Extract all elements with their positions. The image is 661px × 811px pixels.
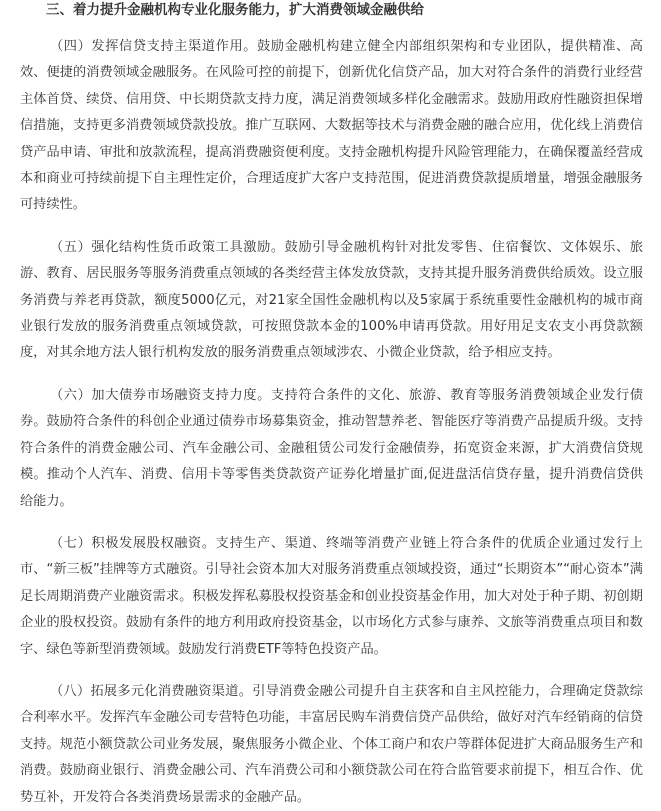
paragraph-monetary-policy-tools: （五）强化结构性货币政策工具激励。鼓励引导金融机构针对批发零售、住宿餐饮、文体娱乐、旅游、教育、居民服务等服务消费重点领域的各类经营主体发放贷款，支持其提升服务消费供给质效。设立服务消费与养老再贷款，额度5000亿元，对21家全国性金融机构以及5家属于系统重要性金融机构的城市商业银行发放的服务消费重点领域贷款，可按照贷款本金的100%申请再贷款。用好用足支农支小再贷款额度，对其余地方法人银行机构发放的服务消费重点领域涉农、小微企业贷款，给予相应支持。: [20, 239, 643, 361]
paragraph-credit-support: （四）发挥信贷支持主渠道作用。鼓励金融机构建立健全内部组织架构和专业团队，提供精准、高效、便捷的消费领域金融服务。在风险可控的前提下，创新优化信贷产品，加大对符合条件的消费行业经营主体首贷、续贷、信用贷、中长期贷款支持力度，满足消费领域多样化金融需求。鼓励用政府性融资担保增信措施，支持更多消费领域贷款投放。推广互联网、大数据等技术与消费金融的融合应用，优化线上消费信贷产品申请、审批和放款流程，提高消费融资便利度。支持金融机构提升风险管理能力，在确保覆盖经营成本和商业可持续前提下自主理性定价，合理适度扩大客户支持范围，促进消费贷款提质增量，增强金融服务可持续性。: [20, 39, 643, 213]
paragraph-diversified-channels: （八）拓展多元化消费融资渠道。引导消费金融公司提升自主获客和自主风控能力，合理确定贷款综合利率水平。发挥汽车金融公司专营特色功能，丰富居民购车消费信贷产品供给，做好对汽车经销商的信贷支持。规范小额贷款公司业务发展，聚焦服务小微企业、个体工商户和农户等群体促进扩大商品服务生产和消费。鼓励商业银行、消费金融公司、汽车消费公司和小额贷款公司在符合监管要求前提下，相互合作、优势互补，开发符合各类消费场景需求的金融产品。: [20, 683, 643, 805]
paragraph-bond-market: （六）加大债券市场融资支持力度。支持符合条件的文化、旅游、教育等服务消费领域企业发行债券。鼓励符合条件的科创企业通过债券市场募集资金，推动智慧养老、智能医疗等消费产品提质升级。支持符合条件的消费金融公司、汽车金融公司、金融租赁公司发行金融债券，拓宽资金来源，扩大消费信贷规模。推动个人汽车、消费、信用卡等零售类贷款资产证券化增量扩面,促进盘活信贷存量，提升消费信贷供给能力。: [20, 387, 643, 509]
paragraph-equity-financing: （七）积极发展股权融资。支持生产、渠道、终端等消费产业链上符合条件的优质企业通过发行上市、“新三板”挂牌等方式融资。引导社会资本加大对服务消费重点领域投资，通过“长期资本”“耐心资本”满足长周期消费产业融资需求。积极发挥私募股权投资基金和创业投资基金作用，加大对处于种子期、初创期企业的股权投资。鼓励有条件的地方利用政府投资基金，以市场化方式参与康养、文旅等消费重点项目和数字、绿色等新型消费领域。鼓励发行消费ETF等特色投资产品。: [20, 535, 643, 657]
section-heading: 三、着力提升金融机构专业化服务能力，扩大消费领域金融供给: [46, 2, 424, 18]
